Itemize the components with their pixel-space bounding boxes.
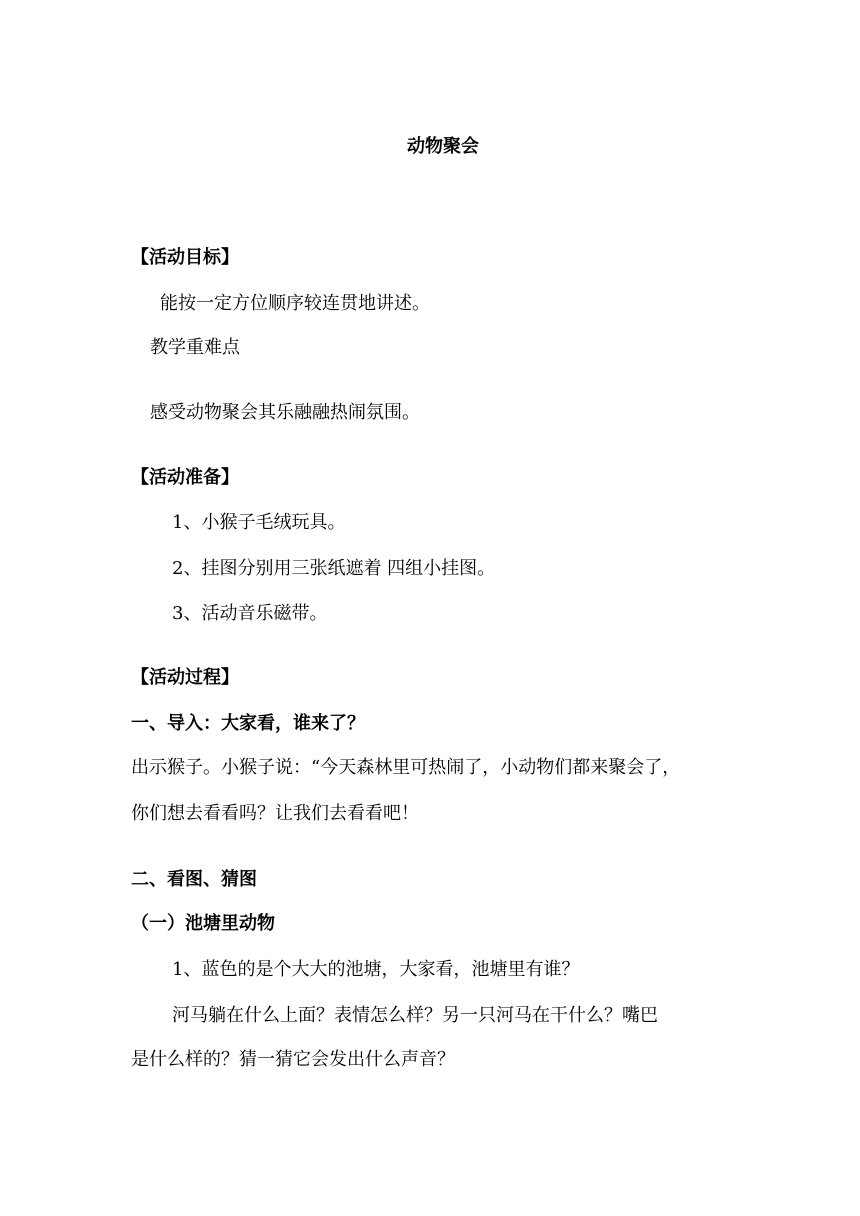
sub1-heading: （一）池塘里动物 <box>131 913 275 934</box>
sub1-line: 是什么样的？猜一猜它会发出什么声音？ <box>131 1049 455 1070</box>
goals-item: 教学重难点 <box>150 337 240 358</box>
intro-heading: 一、导入：大家看，谁来了？ <box>131 713 365 734</box>
preparation-heading: 【活动准备】 <box>131 467 239 488</box>
process-heading: 【活动过程】 <box>131 667 239 688</box>
part2-heading: 二、看图、猜图 <box>131 869 257 890</box>
sub1-line: 河马躺在什么上面？表情怎么样？另一只河马在干什么？嘴巴 <box>172 1005 658 1026</box>
preparation-item: 2、挂图分别用三张纸遮着 四组小挂图。 <box>172 558 496 579</box>
intro-line: 你们想去看看吗？让我们去看看吧！ <box>131 803 419 824</box>
goals-item: 感受动物聚会其乐融融热闹氛围。 <box>150 402 420 423</box>
preparation-item: 3、活动音乐磁带。 <box>172 603 328 624</box>
goals-heading: 【活动目标】 <box>131 247 239 268</box>
goals-item: 能按一定方位顺序较连贯地讲述。 <box>160 293 430 314</box>
sub1-line: 1、蓝色的是个大大的池塘，大家看，池塘里有谁？ <box>172 959 580 980</box>
intro-line: 出示猴子。小猴子说：“今天森林里可热闹了，小动物们都来聚会了， <box>131 757 681 778</box>
document-title: 动物聚会 <box>407 136 479 157</box>
preparation-item: 1、小猴子毛绒玩具。 <box>172 512 346 533</box>
